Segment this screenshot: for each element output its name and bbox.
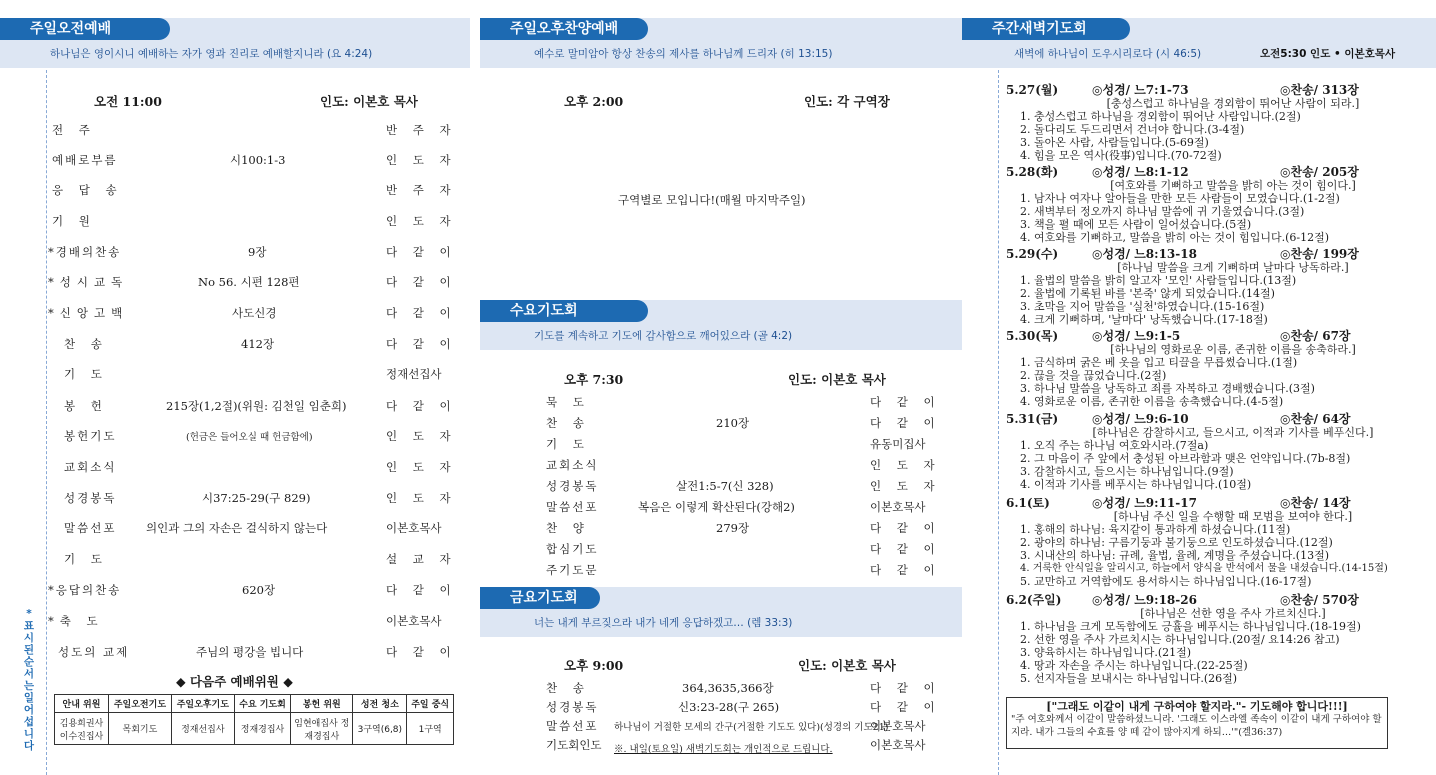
order-who: 인 도 자: [386, 491, 457, 505]
order-name: 교회소식: [546, 458, 599, 472]
friday-leader: 인도: 이본호 목사: [798, 658, 896, 673]
morning-banner: [0, 18, 470, 68]
order-who: 반 주 자: [386, 123, 457, 137]
day-point: 4. 거룩한 안식일을 알리시고, 하늘에서 양식을 반석에서 물을 내셨습니다.(14-15절): [1020, 563, 1388, 574]
committee-header: 주일 중식: [407, 695, 454, 713]
order-detail: 의인과 그의 자손은 걸식하지 않는다: [146, 521, 328, 535]
afternoon-verse: 예수로 말미암아 항상 찬송의 제사를 하나님께 드리자 (히 13:15): [534, 48, 833, 60]
order-who: 다 같 이: [386, 306, 457, 320]
order-name: 주기도문: [546, 563, 599, 577]
dawn-day: [1006, 413, 1430, 491]
order-detail: 시100:1-3: [230, 153, 286, 167]
day-point: 1. 금식하며 굵은 베 옷을 입고 티끌을 무릅썼습니다.(1절): [1020, 356, 1298, 369]
order-name: 합심기도: [546, 542, 599, 556]
order-detail: 복음은 이렇게 확산된다(강해2): [638, 500, 795, 514]
order-name: 봉헌기도: [64, 429, 117, 443]
day-theme: [여호와를 기뻐하고 말씀을 밝히 아는 것이 힘이다.]: [1110, 179, 1356, 192]
order-detail: 주님의 평강을 빕니다: [196, 645, 304, 659]
order-name: 예배로부름: [52, 153, 118, 167]
afternoon-banner: [480, 18, 962, 68]
quote-box: [1006, 697, 1388, 749]
order-detail: ※. 내일(토요일) 새벽기도회는 개인적으로 드립니다.: [614, 744, 833, 755]
afternoon-leader: 인도: 각 구역장: [804, 94, 890, 109]
day-theme: [충성스럽고 하나님을 경외함이 뛰어난 사람이 되라.]: [1106, 97, 1360, 110]
morning-service-column: [0, 0, 470, 775]
order-name: 기 도: [546, 437, 590, 451]
order-who: 다 같 이: [870, 563, 941, 577]
dawn-day: [1006, 330, 1430, 408]
day-point: 2. 그 마음이 주 앞에서 충성된 아브라함과 맺은 언약입니다.(7b-8절): [1020, 452, 1351, 465]
dawn-day: [1006, 497, 1430, 588]
order-who: 이본호목사: [386, 521, 442, 535]
day-scripture: ◎성경/ 느8:1-12: [1092, 165, 1189, 179]
order-who: 다 같 이: [870, 542, 941, 556]
day-point: 5. 교만하고 거역함에도 용서하시는 하나님입니다.(16-17절): [1020, 575, 1312, 588]
order-name: 봉 헌: [64, 399, 108, 413]
day-theme: [하나님 말씀을 크게 기뻐하며 날마다 낭독하라.]: [1117, 261, 1349, 274]
order-who: 인 도 자: [386, 153, 457, 167]
morning-verse: 하나님은 영이시니 예배하는 자가 영과 진리로 예배할지니라 (요 4:24): [50, 48, 373, 60]
order-name: 말씀선포: [546, 500, 599, 514]
order-who: 다 같 이: [870, 521, 941, 535]
divider-line: [46, 70, 47, 775]
day-point: 1. 홍해의 하나님: 육지같이 통과하게 하셨습니다.(11절): [1020, 523, 1291, 536]
afternoon-time: 오후 2:00: [564, 94, 624, 109]
order-detail: 신3:23-28(구 265): [678, 700, 780, 714]
order-name: 기도회인도: [546, 738, 602, 752]
day-point: 1. 율법의 말씀을 밝히 알고자 '모인' 사람들입니다.(13절): [1020, 274, 1297, 287]
wednesday-banner: [480, 300, 962, 350]
order-name: *경배의찬송: [48, 245, 122, 259]
committee-header: 수요 기도회: [234, 695, 291, 713]
order-who: 이본호목사: [870, 738, 926, 752]
morning-title: 주일오전예배: [0, 18, 170, 40]
day-point: 5. 선지자들을 보내시는 하나님입니다.(26절): [1020, 672, 1238, 685]
committee-table: [54, 694, 454, 745]
order-who: 인 도 자: [870, 458, 941, 472]
order-who: 다 같 이: [386, 645, 457, 659]
friday-banner: [480, 587, 962, 637]
day-point: 2. 율법에 기록된 바를 '본죽' 않게 되었습니다.(14절): [1020, 287, 1275, 300]
middle-column: [480, 0, 962, 775]
day-point: 4. 이적과 기사를 베푸시는 하나님입니다.(10절): [1020, 478, 1252, 491]
quote-title: ["그래도 이같이 내게 구하여야 할지라."- 기도해야 합니다!!!]: [1046, 700, 1348, 713]
committee-cell: 임현애집사 정재경집사: [291, 713, 353, 745]
day-point: 2. 끊을 것을 끊었습니다.(2절): [1020, 369, 1167, 382]
order-name: 말씀선포: [546, 719, 599, 733]
committee-header: 주일오후기도: [171, 695, 234, 713]
day-scripture: ◎성경/ 느9:11-17: [1092, 496, 1197, 510]
committee-cell: 김용희권사 이수진집사: [55, 713, 109, 745]
order-detail: (헌금은 들어오실 때 헌금함에): [186, 432, 313, 443]
order-detail: 364,3635,366장: [682, 681, 774, 695]
day-scripture: ◎성경/ 느7:1-73: [1092, 83, 1189, 97]
day-point: 4. 힘을 모은 역사(役事)입니다.(70-72절): [1020, 149, 1222, 162]
committee-header-row: [55, 695, 454, 713]
order-name: 교회소식: [64, 460, 117, 474]
day-date: 5.31(금): [1006, 412, 1059, 426]
order-detail: 210장: [716, 416, 750, 430]
day-point: 3. 감찰하시고, 들으시는 하나님입니다.(9절): [1020, 465, 1234, 478]
standing-note: *표시된 순서는 일어섭니다: [23, 608, 35, 752]
order-who: 다 같 이: [870, 700, 941, 714]
order-who: 반 주 자: [386, 183, 457, 197]
afternoon-title: 주일오후찬양예배: [480, 18, 648, 40]
committee-cell: 정재선집사: [171, 713, 234, 745]
day-point: 3. 양육하시는 하나님입니다.(21절): [1020, 646, 1192, 659]
day-point: 1. 남자나 여자나 알아들을 만한 모든 사람들이 모였습니다.(1-2절): [1020, 192, 1340, 205]
committee-header: 주일오전기도: [109, 695, 172, 713]
friday-verse: 너는 내게 부르짖으라 내가 네게 응답하겠고… (렘 33:3): [534, 617, 793, 629]
order-who: 다 같 이: [386, 245, 457, 259]
order-name: 기 도: [64, 367, 108, 381]
dawn-info: 오전5:30 인도 • 이본호목사: [1260, 48, 1396, 60]
committee-cell: 3구역(6,8): [353, 713, 407, 745]
order-who: 다 같 이: [386, 399, 457, 413]
order-who: 이본호목사: [386, 614, 442, 628]
friday-time: 오후 9:00: [564, 658, 624, 673]
wednesday-title: 수요기도회: [480, 300, 648, 322]
order-detail: 사도신경: [232, 306, 277, 320]
day-point: 3. 초막을 지어 말씀을 '실천'하였습니다.(15-16절): [1020, 300, 1265, 313]
order-who: 인 도 자: [870, 479, 941, 493]
order-name: 응 답 송: [52, 183, 123, 197]
order-who: 설 교 자: [386, 552, 457, 566]
day-point: 1. 오직 주는 하나님 여호와시라.(7절a): [1020, 439, 1209, 452]
friday-title: 금요기도회: [480, 587, 600, 609]
day-point: 3. 책을 펼 때에 모든 사람이 일어섰습니다.(5절): [1020, 218, 1252, 231]
order-name: *성시교독: [48, 275, 129, 289]
order-who: 인 도 자: [386, 460, 457, 474]
day-point: 2. 광야의 하나님: 구름기둥과 불기둥으로 인도하셨습니다.(12절): [1020, 536, 1333, 549]
day-hymn: ◎찬송/ 313장: [1280, 83, 1359, 97]
day-scripture: ◎성경/ 느8:13-18: [1092, 247, 1197, 261]
day-point: 4. 여호와를 기뻐하고, 말씀을 밝히 아는 것이 힘입니다.(6-12절): [1020, 231, 1330, 244]
order-who: 다 같 이: [870, 395, 941, 409]
day-hymn: ◎찬송/ 570장: [1280, 593, 1359, 607]
committee-header: 안내 위원: [55, 695, 109, 713]
order-name: *축 도: [48, 614, 104, 628]
order-name: 찬 송: [546, 681, 590, 695]
day-point: 3. 돌아온 사람, 사람들입니다.(5-69절): [1020, 136, 1209, 149]
day-theme: [하나님의 영화로운 이름, 존귀한 이름을 송축하라.]: [1110, 343, 1356, 356]
order-who: 정재선집사: [386, 367, 442, 381]
order-name: 묵 도: [546, 395, 590, 409]
order-detail: No 56. 시편 128편: [198, 275, 300, 289]
dawn-banner: [962, 18, 1436, 68]
order-detail: 620장: [242, 583, 276, 597]
order-who: 다 같 이: [386, 583, 457, 597]
day-point: 4. 땅과 자손을 주시는 하나님입니다.(22-25절): [1020, 659, 1248, 672]
order-name: 성경봉독: [546, 700, 599, 714]
day-scripture: ◎성경/ 느9:18-26: [1092, 593, 1197, 607]
day-point: 4. 크게 기뻐하며, '날마다' 낭독했습니다.(17-18절): [1020, 313, 1268, 326]
wednesday-verse: 기도를 계속하고 기도에 감사함으로 깨어있으라 (골 4:2): [534, 330, 793, 342]
order-detail: 하나님이 거절한 모세의 간구(거절한 기도도 있다)(성경의 기도21): [614, 722, 889, 733]
day-hymn: ◎찬송/ 64장: [1280, 412, 1351, 426]
dawn-day: [1006, 594, 1430, 685]
order-name: 찬 송: [546, 416, 590, 430]
order-name: 성경봉독: [64, 491, 117, 505]
dawn-day: [1006, 166, 1430, 244]
day-hymn: ◎찬송/ 14장: [1280, 496, 1351, 510]
wednesday-leader: 인도: 이본호 목사: [788, 372, 886, 387]
day-point: 1. 충성스럽고 하나님을 경외함이 뛰어난 사람입니다.(2절): [1020, 110, 1301, 123]
order-who: 이본호목사: [870, 500, 926, 514]
committee-header: 봉헌 위원: [291, 695, 353, 713]
order-detail: 215장(1,2절)(위원: 김천일 임춘희): [166, 399, 347, 413]
day-point: 4. 영화로운 이름, 존귀한 이름을 송축했습니다.(4-5절): [1020, 395, 1284, 408]
order-name: 성경봉독: [546, 479, 599, 493]
morning-time: 오전 11:00: [94, 94, 162, 109]
order-name: 전 주: [52, 123, 96, 137]
order-who: 인 도 자: [386, 214, 457, 228]
day-point: 2. 돌다리도 두드리면서 건너야 합니다.(3-4절): [1020, 123, 1245, 136]
order-detail: 살전1:5-7(신 328): [676, 479, 774, 493]
day-date: 5.27(월): [1006, 83, 1059, 97]
committee-cell: 목회기도: [109, 713, 172, 745]
day-hymn: ◎찬송/ 199장: [1280, 247, 1359, 261]
day-date: 6.1(토): [1006, 496, 1050, 510]
order-who: 유동미집사: [870, 437, 926, 451]
day-point: 1. 하나님을 크게 모독함에도 긍휼을 베푸시는 하나님입니다.(18-19절): [1020, 620, 1361, 633]
order-who: 다 같 이: [870, 416, 941, 430]
divider-line: [998, 70, 999, 775]
dawn-verse: 새벽에 하나님이 도우시리로다 (시 46:5): [1014, 48, 1202, 60]
order-name: 기 도: [64, 552, 108, 566]
dawn-day: [1006, 248, 1430, 326]
day-date: 5.30(목): [1006, 329, 1059, 343]
morning-leader: 인도: 이본호 목사: [320, 94, 418, 109]
order-name: 찬 송: [64, 337, 108, 351]
day-scripture: ◎성경/ 느9:1-5: [1092, 329, 1181, 343]
order-detail: 279장: [716, 521, 750, 535]
wednesday-time: 오후 7:30: [564, 372, 624, 387]
day-point: 2. 선한 영을 주사 가르치시는 하나님입니다.(20절/ 요14:26 참고): [1020, 633, 1340, 646]
day-scripture: ◎성경/ 느9:6-10: [1092, 412, 1189, 426]
dawn-day: [1006, 84, 1430, 162]
order-name: 기 원: [52, 214, 96, 228]
dawn-title: 주간새벽기도회: [962, 18, 1130, 40]
afternoon-note: 구역별로 모입니다!(매월 마지막주일): [618, 193, 806, 207]
committee-row: [55, 713, 454, 745]
committee-cell: 정재경집사: [234, 713, 291, 745]
order-who: 다 같 이: [386, 337, 457, 351]
next-week-title: ◆ 다음주 예배위원 ◆: [176, 674, 293, 689]
committee-header: 성전 청소: [353, 695, 407, 713]
committee-cell: 1구역: [407, 713, 454, 745]
order-name: 성도의 교제: [58, 645, 130, 659]
day-date: 5.28(화): [1006, 165, 1059, 179]
day-hymn: ◎찬송/ 67장: [1280, 329, 1351, 343]
day-theme: [하나님은 선한 영을 주사 가르치신다.]: [1140, 607, 1326, 620]
order-who: 이본호목사: [870, 719, 926, 733]
quote-body: "주 여호와께서 이같이 말씀하셨느니라. '그래도 이스라엘 족속이 이같이 내게 구하여야 할지라. 내가 그들의 수효를 양 떼 같이 많아지게 하되…'"(겔36:37): [1011, 714, 1382, 738]
order-detail: 412장: [241, 337, 275, 351]
day-point: 3. 하나님 말씀을 낭독하고 죄를 자복하고 경배했습니다.(3절): [1020, 382, 1315, 395]
order-detail: 시37:25-29(구 829): [202, 491, 311, 505]
day-date: 5.29(수): [1006, 247, 1059, 261]
order-name: 말씀선포: [64, 521, 117, 535]
day-hymn: ◎찬송/ 205장: [1280, 165, 1359, 179]
day-theme: [하나님 주신 일을 수행할 때 모범을 보여야 한다.]: [1113, 510, 1353, 523]
order-name: *응답의찬송: [48, 583, 122, 597]
dawn-prayer-column: [962, 0, 1436, 775]
order-who: 다 같 이: [870, 681, 941, 695]
order-who: 다 같 이: [386, 275, 457, 289]
order-name: 찬 양: [546, 521, 590, 535]
order-who: 인 도 자: [386, 429, 457, 443]
day-date: 6.2(주일): [1006, 593, 1062, 607]
day-point: 3. 시내산의 하나님: 규례, 율법, 율례, 계명을 주셨습니다.(13절): [1020, 549, 1330, 562]
order-detail: 9장: [248, 245, 267, 259]
order-name: *신앙고백: [48, 306, 129, 320]
day-theme: [하나님은 감찰하시고, 들으시고, 이적과 기사를 베푸신다.]: [1092, 426, 1374, 439]
day-point: 2. 새벽부터 정오까지 하나님 말씀에 귀 기울였습니다.(3절): [1020, 205, 1305, 218]
